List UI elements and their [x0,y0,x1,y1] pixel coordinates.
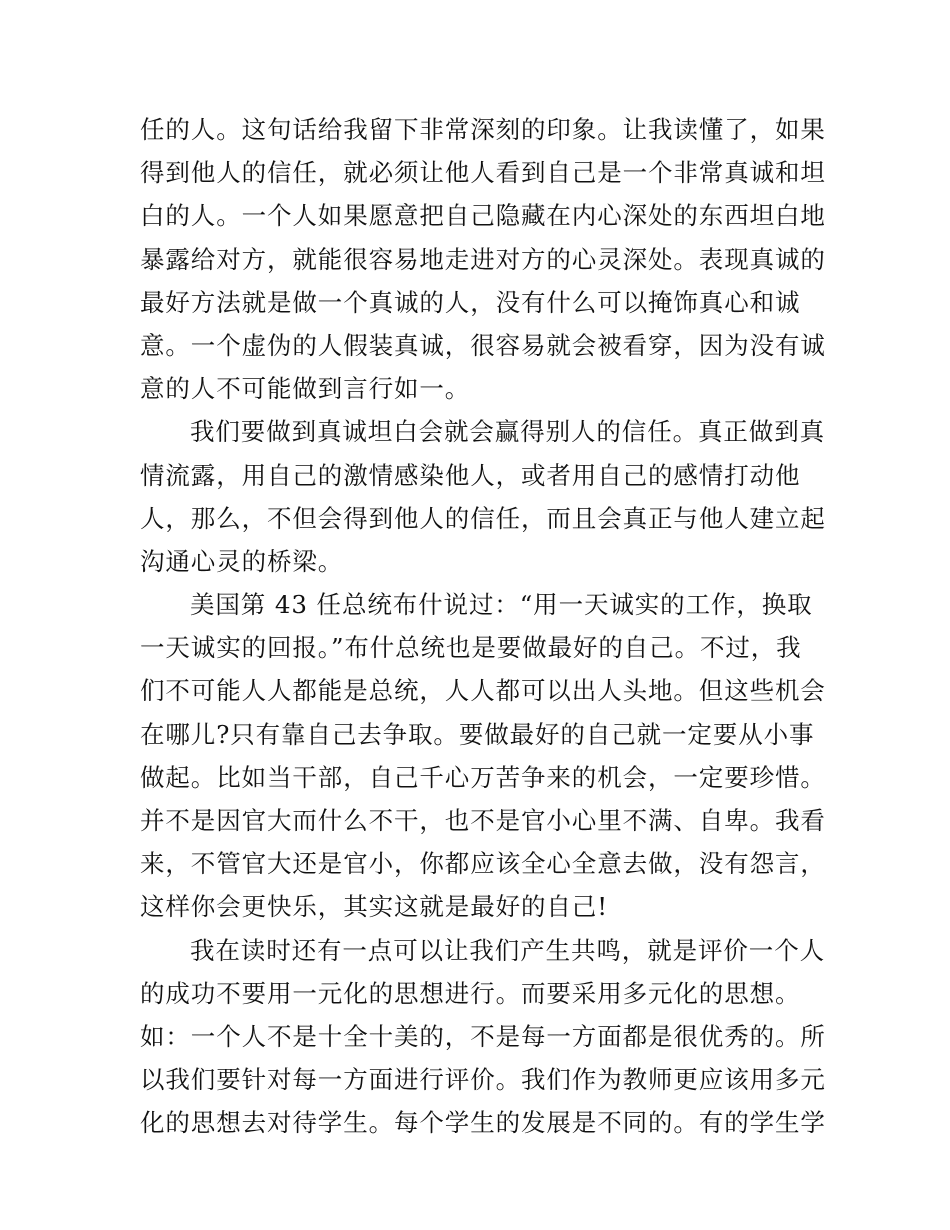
text-line: 的成功不要用一元化的思想进行。而要采用多元化的思想。 [140,978,801,1008]
text-line: 以我们要针对每一方面进行评价。我们作为教师更应该用多元 [140,1065,826,1095]
text-line: 意的人不可能做到言行如一。 [140,374,471,404]
text-line: 意。一个虚伪的人假装真诚，很容易就会被看穿，因为没有诚 [140,330,826,360]
text-line: 人，那么，不但会得到他人的信任，而且会真正与他人建立起 [140,503,826,533]
text-line: 最好方法就是做一个真诚的人，没有什么可以掩饰真心和诚 [140,287,801,317]
text-line: 这样你会更快乐，其实这就是最好的自己! [140,892,608,922]
paragraph-first-line: 我在读时还有一点可以让我们产生共鸣，就是评价一个人 [190,935,825,965]
text-line: 暴露给对方，就能很容易地走进对方的心灵深处。表现真诚的 [140,244,826,274]
text-line: 如：一个人不是十全十美的，不是每一方面都是很优秀的。所 [140,1021,826,1051]
text-line: 在哪儿?只有靠自己去争取。要做最好的自己就一定要从小事 [140,719,815,749]
text-line: 得到他人的信任，就必须让他人看到自己是一个非常真诚和坦 [140,158,826,188]
text-line: 白的人。一个人如果愿意把自己隐藏在内心深处的东西坦白地 [140,201,826,231]
text-line: 来，不管官大还是官小，你都应该全心全意去做，没有怨言， [140,849,826,879]
text-line: 沟通心灵的桥梁。 [140,546,344,576]
text-line: 任的人。这句话给我留下非常深刻的印象。让我读懂了，如果 [140,115,826,144]
text-line: 做起。比如当干部，自己千心万苦争来的机会，一定要珍惜。 [140,762,826,792]
text-line: 情流露，用自己的激情感染他人，或者用自己的感情打动他 [140,460,801,490]
text-line: 并不是因官大而什么不干，也不是官小心里不满、自卑。我看 [140,806,826,835]
text-line: 化的思想去对待学生。每个学生的发展是不同的。有的学生学 [140,1108,826,1138]
text-line: 一天诚实的回报。”布什总统也是要做最好的自己。不过，我 [140,633,802,663]
paragraph-first-line: 我们要做到真诚坦白会就会赢得别人的信任。真正做到真 [190,417,825,447]
body-text [140,108,826,1145]
text-line: 们不可能人人都能是总统，人人都可以出人头地。但这些机会 [140,676,826,706]
paragraph-first-line: 美国第 43 任总统布什说过：“用一天诚实的工作，换取 [190,590,813,620]
